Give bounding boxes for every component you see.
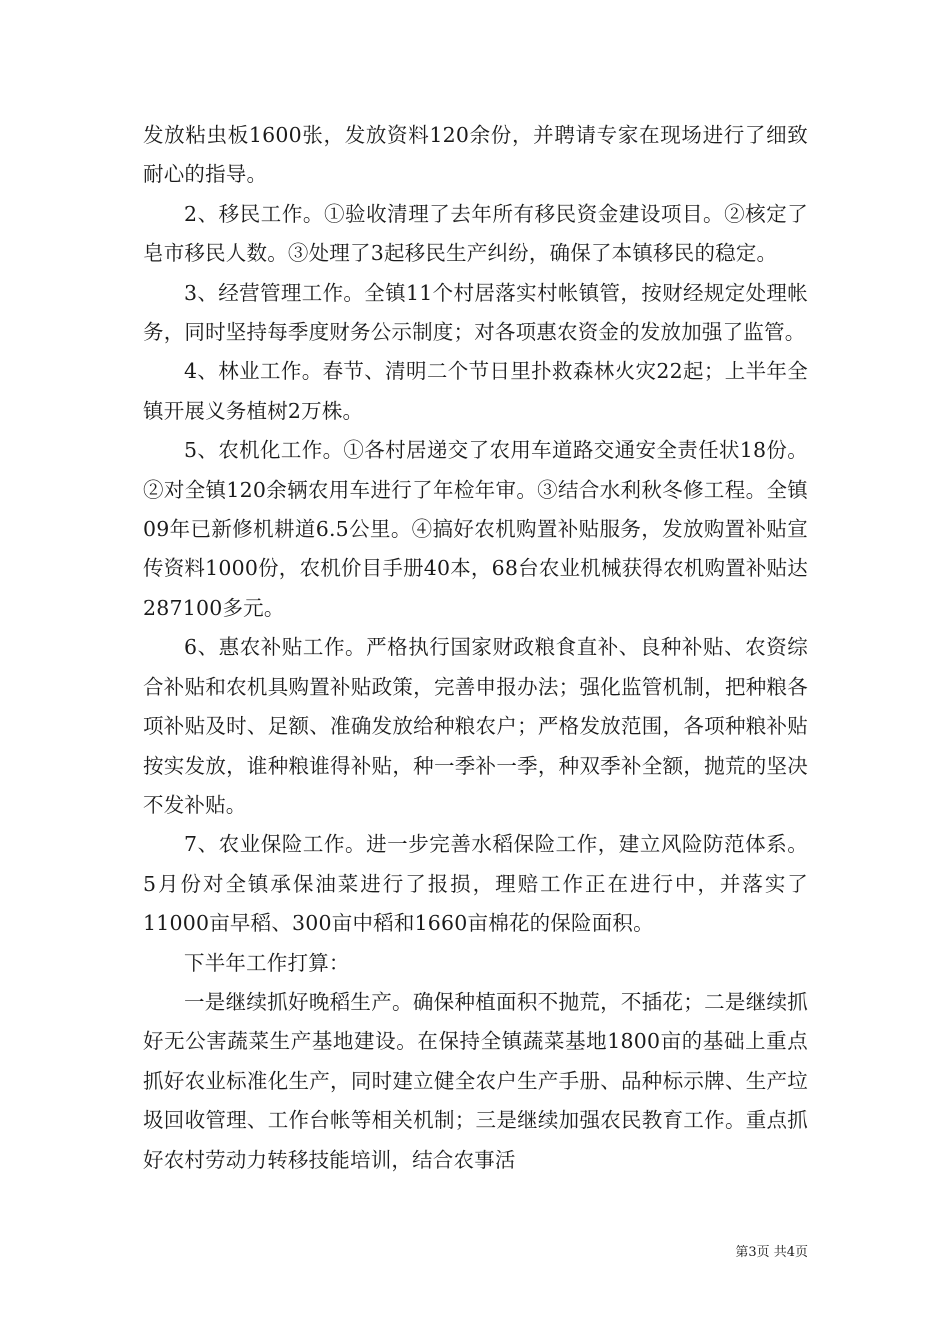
paragraph-mechanization-work: 5、农机化工作。①各村居递交了农用车道路交通安全责任状18份。②对全镇120余辆农用车进行了年检年审。③结合水利秋冬修工程。全镇09年已新修机耕道6.5公里。④搞好农机购置补贴服务，发放购置补贴宣传资料1000份，农机价目手册40本，68台农业机械获得农机购置补贴达287100多元。: [143, 438, 808, 620]
document-body: [143, 116, 808, 1180]
paragraph-subsidy-work: 6、惠农补贴工作。严格执行国家财政粮食直补、良种补贴、农资综合补贴和农机具购置补贴政策，完善申报办法；强化监管机制，把种粮各项补贴及时、足额、准确发放给种粮农户；严格发放范围，各项种粮补贴按实发放，谁种粮谁得补贴，种一季补一季，种双季补全额，抛荒的坚决不发补贴。: [143, 635, 808, 817]
paragraph-migration-work: 2、移民工作。①验收清理了去年所有移民资金建设项目。②核定了皂市移民人数。③处理了3起移民生产纠纷，确保了本镇移民的稳定。: [143, 201, 808, 266]
paragraph-forestry-work: 4、林业工作。春节、清明二个节日里扑救森林火灾22起；上半年全镇开展义务植树2万株。: [143, 359, 808, 423]
paragraph-management-work: 3、经营管理工作。全镇11个村居落实村帐镇管，按财经规定处理帐务，同时坚持每季度财务公示制度；对各项惠农资金的发放加强了监管。: [143, 280, 808, 345]
paragraph-plan-details: 一是继续抓好晚稻生产。确保种植面积不抛荒，不插花；二是继续抓好无公害蔬菜生产基地建设。在保持全镇蔬菜基地1800亩的基础上重点抓好农业标准化生产，同时建立健全农户生产手册、品种标示牌、生产垃圾回收管理、工作台帐等相关机制；三是继续加强农民教育工作。重点抓好农村劳动力转移技能培训，结合农事活: [143, 989, 808, 1172]
paragraph-plan-heading: 下半年工作打算：: [184, 950, 350, 975]
page-number: 第3页 共4页: [735, 1245, 808, 1260]
paragraph-insurance-work: 7、农业保险工作。进一步完善水稻保险工作，建立风险防范体系。5月份对全镇承保油菜进行了报损，理赔工作正在进行中，并落实了11000亩早稻、300亩中稻和1660亩棉花的保险面积。: [143, 832, 808, 936]
paragraph-continuation: 发放粘虫板1600张，发放资料120余份，并聘请专家在现场进行了细致耐心的指导。: [143, 123, 808, 187]
